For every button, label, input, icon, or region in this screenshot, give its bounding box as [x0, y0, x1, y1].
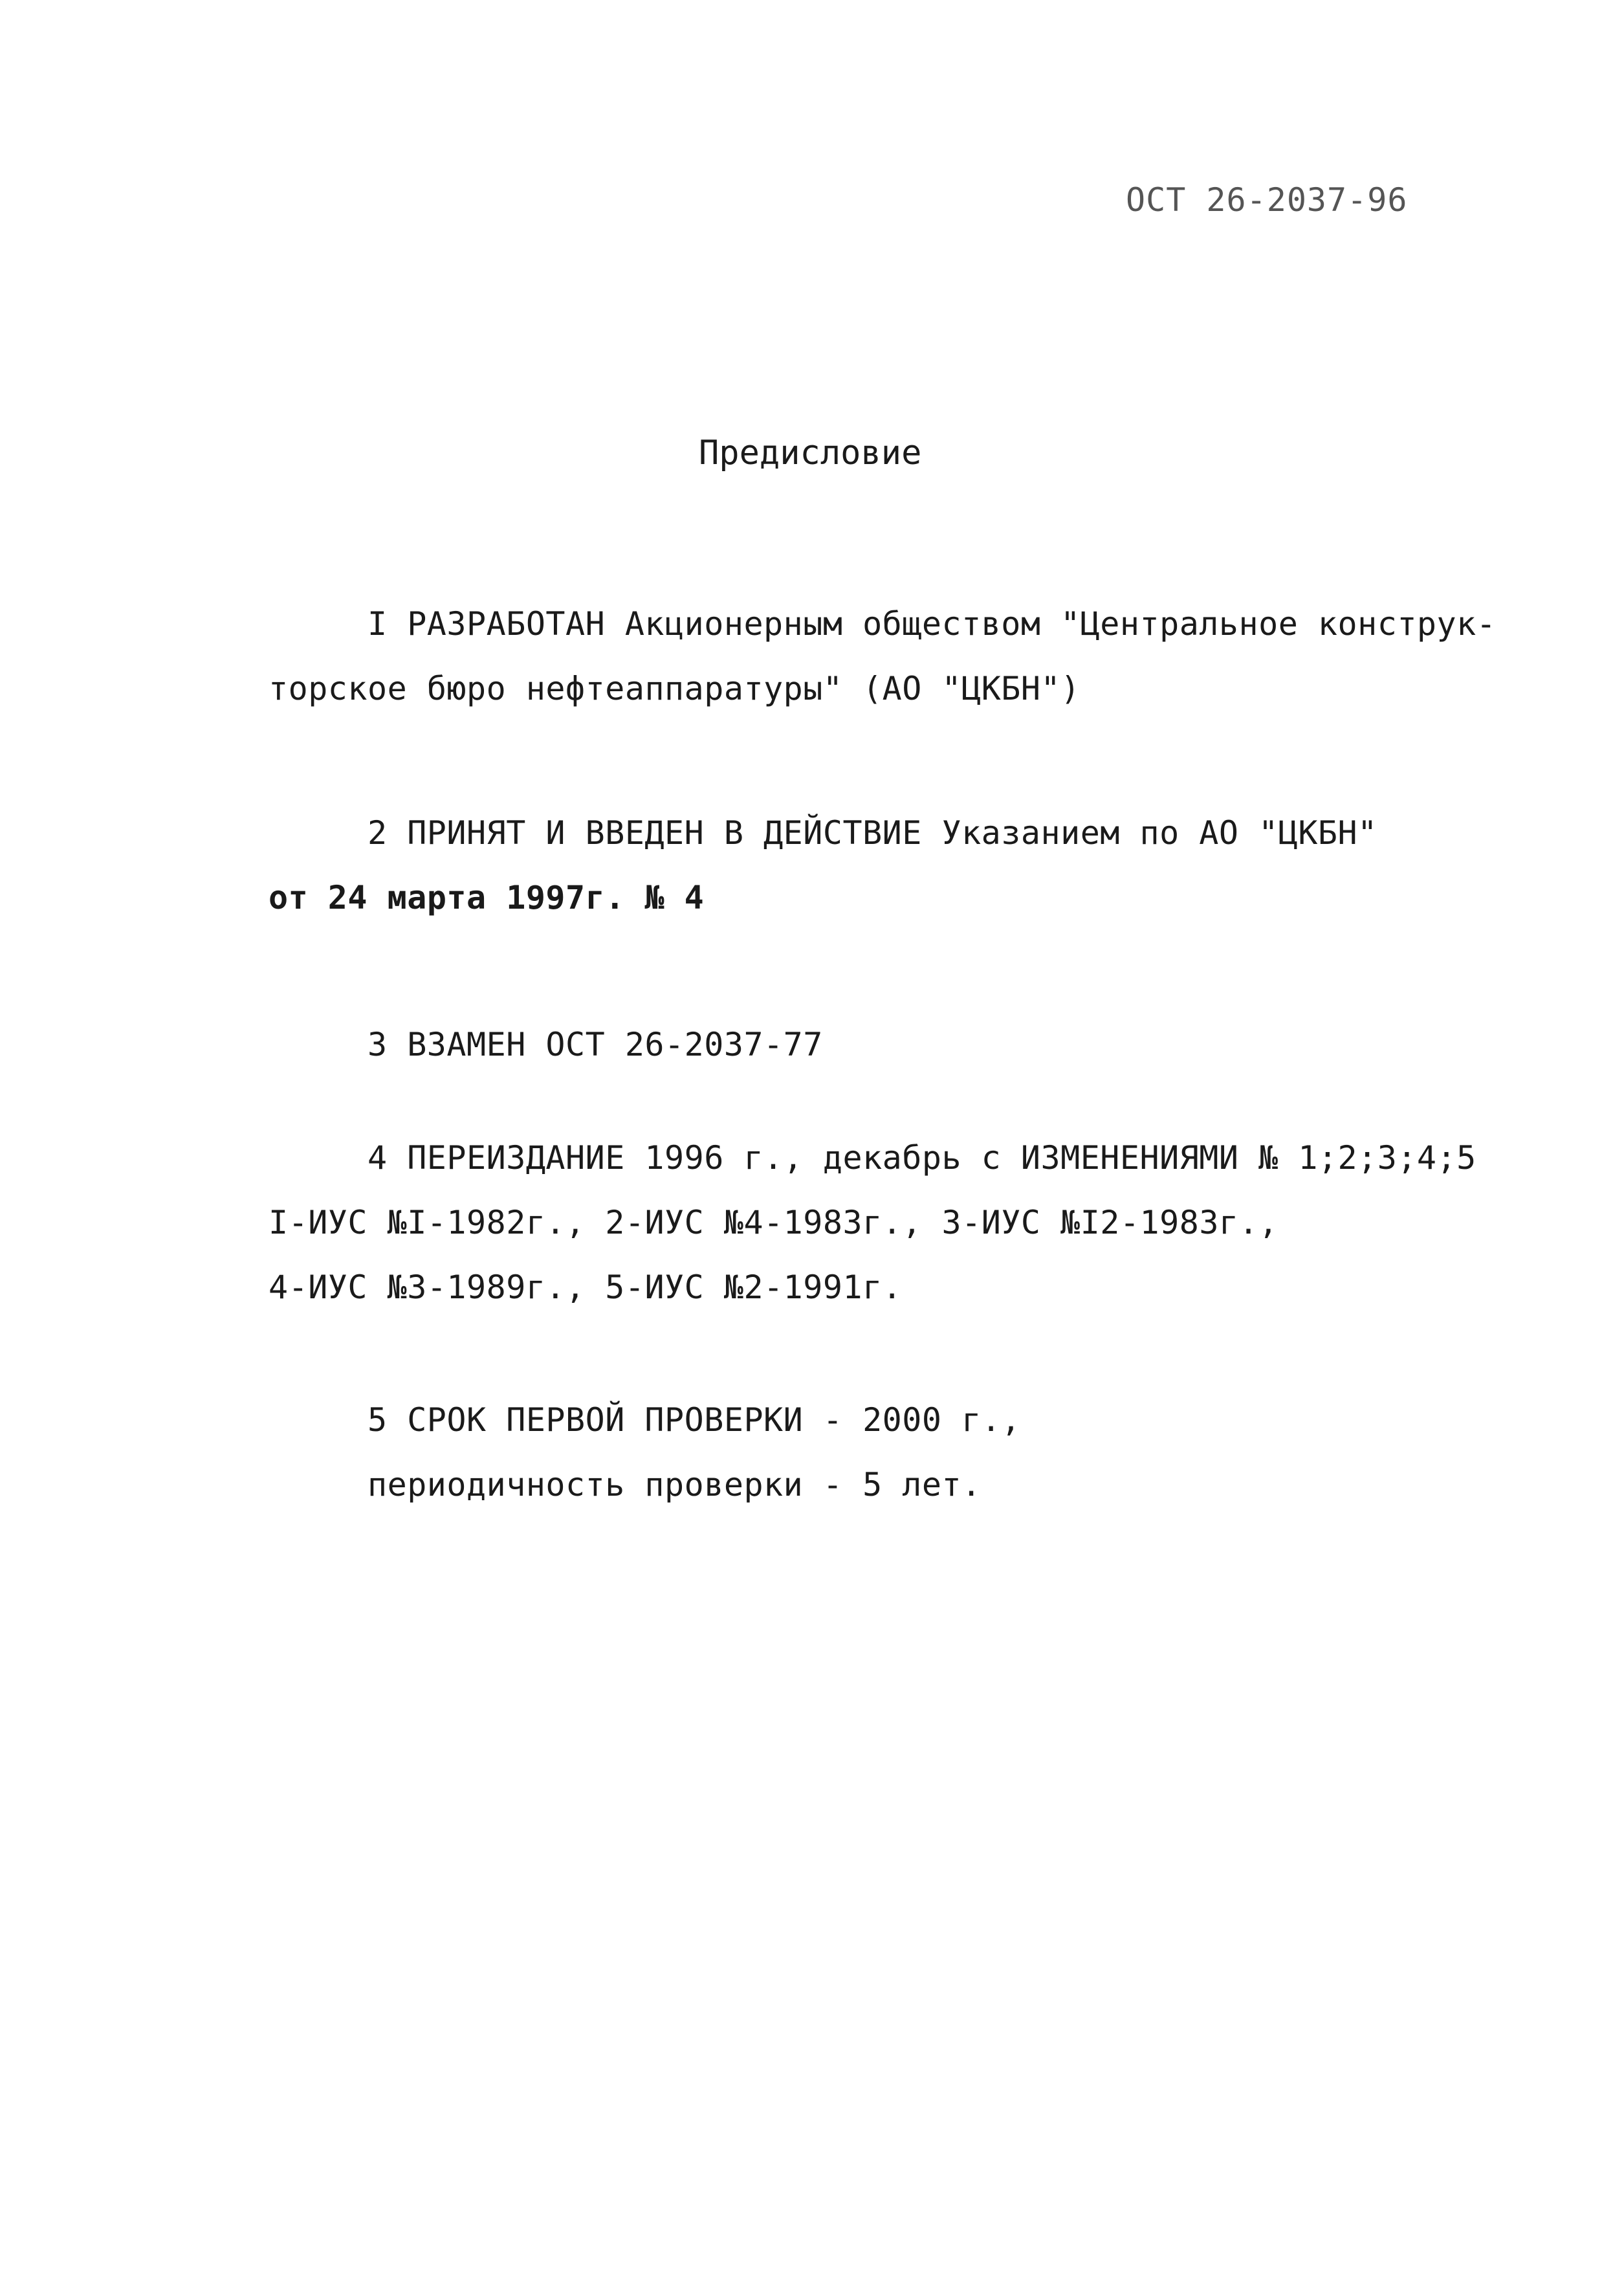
section-4-line-1: 4 ПЕРЕИЗДАНИЕ 1996 г., декабрь с ИЗМЕНЕНИЯМИ № 1;2;3;4;5 [368, 1139, 1476, 1177]
section-5-line-2: периодичность проверки - 5 лет. [368, 1466, 982, 1503]
section-2-line-1: 2 ПРИНЯТ И ВВЕДЕН В ДЕЙСТВИЕ Указанием по АО "ЦКБН" [368, 814, 1377, 852]
section-3-line-1: 3 ВЗАМЕН ОСТ 26-2037-77 [368, 1026, 823, 1063]
document-code: ОСТ 26-2037-96 [1126, 181, 1408, 219]
section-2-line-2: от 24 марта 1997г. № 4 [269, 879, 705, 916]
section-4-line-3: 4-ИУС №3-1989г., 5-ИУС №2-1991г. [269, 1269, 903, 1306]
section-1-line-2: торское бюро нефтеаппаратуры" (АО "ЦКБН") [269, 670, 1081, 707]
section-4-line-2: I-ИУС №I-1982г., 2-ИУС №4-1983г., 3-ИУС №I2-1983г., [269, 1204, 1278, 1241]
section-5-line-1: 5 СРОК ПЕРВОЙ ПРОВЕРКИ - 2000 г., [368, 1401, 1021, 1439]
page-title: Предисловие [699, 434, 922, 472]
section-1-line-1: I РАЗРАБОТАН Акционерным обществом "Центральное конструк- [368, 605, 1497, 643]
